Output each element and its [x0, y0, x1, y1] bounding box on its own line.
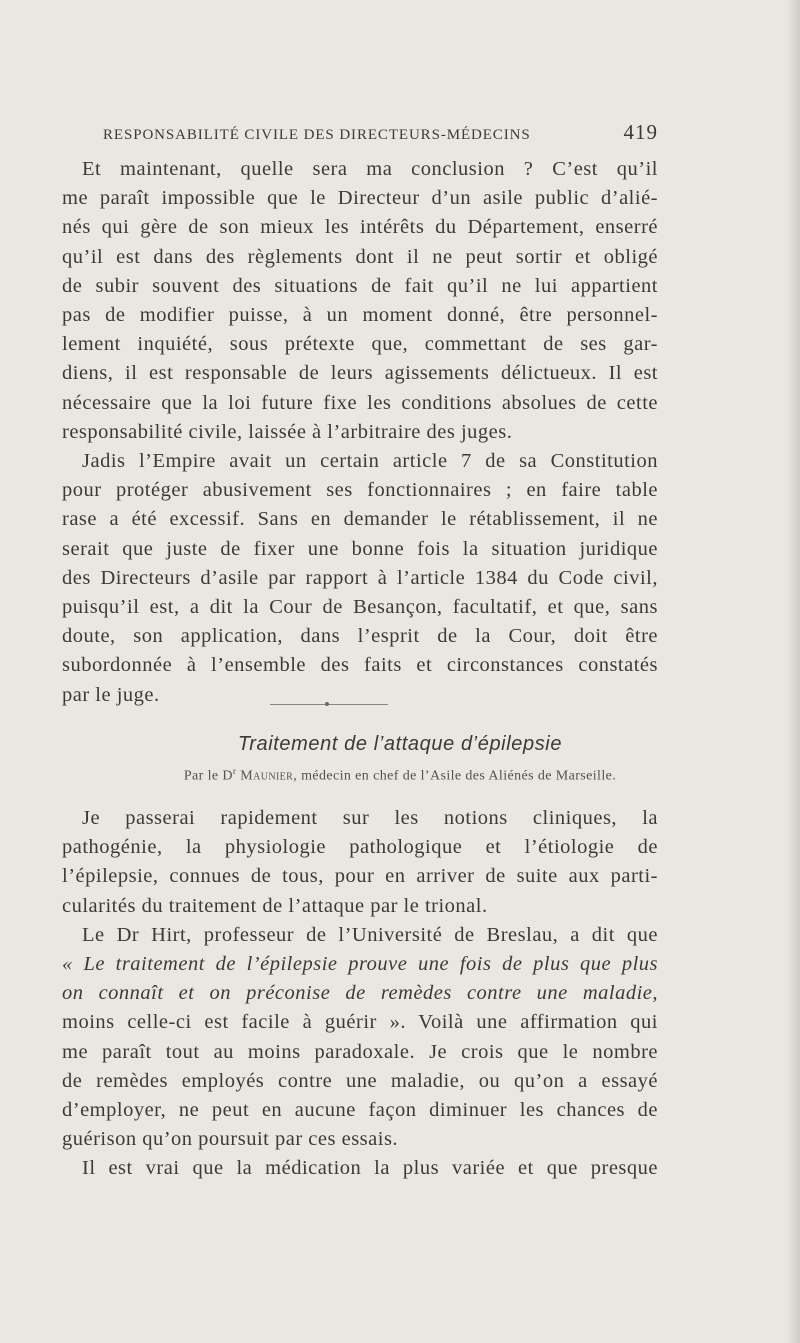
text-line: subordonnée à l’ensemble des faits et circonstances constatés: [62, 654, 658, 677]
text-line: responsabilité civile, laissée à l’arbitraire des juges.: [62, 420, 513, 443]
text-line: l’épilepsie, connues de tous, pour en arriver de suite aux parti-: [62, 865, 658, 888]
text-line: de remèdes employés contre une maladie, ou qu’on a essayé: [62, 1069, 658, 1092]
text-line: lement inquiété, sous prétexte que, commettant de ses gar-: [62, 333, 658, 356]
byline-suffix: , médecin en chef de l’Asile des Aliénés de Marseille.: [293, 768, 617, 784]
text-line: pas de modifier puisse, à un moment donné, être personnel-: [62, 304, 658, 327]
text-line: on connaît et on préconise de remèdes contre une maladie,: [62, 982, 658, 1005]
text-line: Le Dr Hirt, professeur de l’Université de Breslau, a dit que: [82, 923, 658, 946]
divider-ornament: [325, 702, 329, 706]
text-line: Jadis l’Empire avait un certain article 7 de sa Constitution: [82, 450, 658, 473]
text-line: d’employer, ne peut en aucune façon diminuer les chances de: [62, 1099, 658, 1122]
text-line: moins celle-ci est facile à guérir ». Voilà une affirmation qui: [62, 1011, 658, 1034]
byline-prefix: Par le D: [183, 768, 233, 784]
byline-sup: r: [232, 766, 237, 776]
text-line: des Directeurs d’asile par rapport à l’article 1384 du Code civil,: [62, 566, 658, 589]
text-line: doute, son application, dans l’esprit de la Cour, doit être: [62, 625, 658, 648]
text-line: guérison qu’on poursuit par ces essais.: [62, 1128, 399, 1151]
text-line: par le juge.: [62, 683, 160, 706]
text-line: nés qui gère de son mieux les intérêts du Département, enserré: [62, 216, 658, 239]
page-header: [103, 120, 658, 145]
text-line: « Le traitement de l’épilepsie prouve une fois de plus que plus: [62, 953, 658, 976]
text-line: diens, il est responsable de leurs agissements délictueux. Il est: [62, 362, 658, 385]
text-line: Et maintenant, quelle sera ma conclusion ? C’est qu’il: [82, 158, 658, 180]
byline-author: Maunier: [240, 768, 294, 784]
text-line: de subir souvent des situations de fait qu’il ne lui appartient: [62, 274, 658, 297]
running-head: RESPONSABILITÉ CIVILE DES DIRECTEURS-MÉDECINS: [103, 127, 531, 143]
article-title: Traitement de l’attaque d’épilepsie: [237, 733, 563, 755]
text-line: nécessaire que la loi future fixe les conditions absolues de cette: [62, 391, 658, 414]
article-body-text: [62, 804, 658, 1184]
text-line: cularités du traitement de l’attaque par le trional.: [62, 894, 488, 917]
text-line: pour protéger abusivement ses fonctionnaires ; en faire table: [62, 479, 658, 502]
text-line: Il est vrai que la médication la plus variée et que presque: [82, 1157, 658, 1180]
text-line: puisqu’il est, a dit la Cour de Besançon, facultatif, et que, sans: [62, 596, 658, 619]
text-line: Je passerai rapidement sur les notions cliniques, la: [82, 807, 658, 829]
text-line: me paraît tout au moins paradoxale. Je crois que le nombre: [62, 1040, 658, 1063]
section-conclusion-text: [62, 155, 658, 710]
text-line: pathogénie, la physiologie pathologique et l’étiologie de: [62, 836, 658, 859]
page-edge-shadow: [786, 0, 800, 1343]
text-line: qu’il est dans des règlements dont il ne peut sortir et obligé: [62, 245, 658, 268]
article-byline: [0, 766, 800, 785]
text-line: serait que juste de fixer une bonne fois la situation juridique: [62, 537, 658, 560]
section-divider: [270, 704, 388, 705]
text-line: rase a été excessif. Sans en demander le rétablissement, il ne: [62, 508, 658, 531]
text-line: me paraît impossible que le Directeur d’un asile public d’alié-: [62, 187, 658, 210]
page-number: 419: [623, 120, 658, 144]
